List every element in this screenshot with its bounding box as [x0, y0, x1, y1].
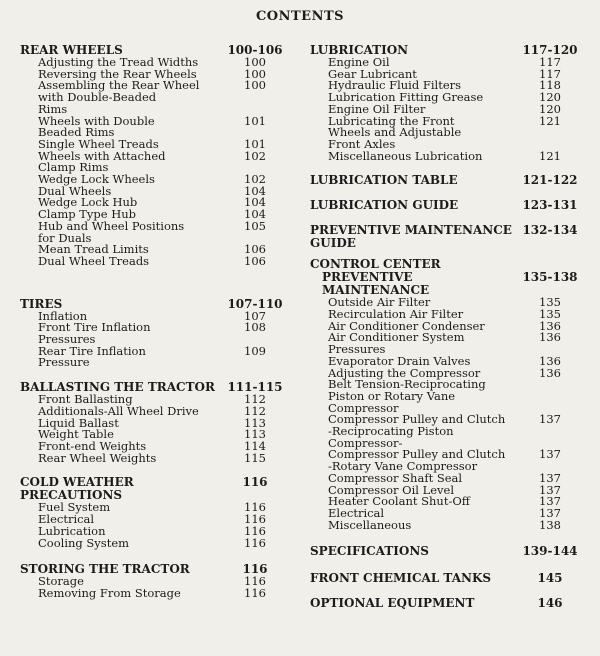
entry-label: Storage — [38, 574, 84, 589]
toc-entry — [310, 271, 580, 297]
entry-label: Electrical — [328, 505, 385, 520]
entry-label: Liquid Ballast — [38, 415, 119, 430]
section-heading — [310, 199, 580, 212]
entry-page: 112 — [244, 403, 266, 418]
entry-page: 116 — [244, 535, 266, 550]
section-pages: 121-122 — [522, 173, 578, 188]
entry-page: 114 — [244, 438, 266, 453]
section-pages: 111-115 — [227, 380, 283, 395]
entry-label: Rear Tire Inflation Pressure — [38, 343, 146, 370]
entry-page: 137 — [539, 482, 561, 497]
section-pages: 146 — [537, 596, 563, 611]
toc-section — [310, 44, 580, 162]
entry-label: Wedge Lock Wheels — [38, 172, 155, 187]
entry-label: Heater Coolant Shut-Off — [328, 494, 470, 509]
toc-section — [310, 224, 580, 250]
entry-label: Electrical — [38, 512, 95, 527]
toc-entry — [20, 343, 285, 370]
toc-entry — [20, 322, 285, 345]
section-pages: 116 — [242, 475, 268, 490]
entry-page: 113 — [244, 427, 266, 442]
section-title: PREVENTIVE MAINTENANCE GUIDE — [310, 223, 512, 251]
entry-page: 116 — [244, 585, 266, 600]
entry-label: Engine Oil — [328, 55, 390, 69]
toc-entry — [20, 113, 285, 140]
entry-label: Miscellaneous Lubrication — [328, 148, 483, 163]
section-title: REAR WHEELS — [20, 43, 123, 57]
entry-page: 117 — [539, 66, 561, 81]
entry-page: 136 — [539, 365, 561, 380]
entry-page: 105 — [244, 218, 266, 233]
entry-label: Wheels with Attached Clamp Rims — [38, 148, 166, 175]
entry-page: 137 — [539, 494, 561, 509]
entry-label: Air Conditioner Condenser — [328, 318, 485, 333]
entry-label: Gear Lubricant — [328, 66, 417, 81]
entry-page: 135 — [539, 307, 561, 322]
entry-page: 106 — [244, 253, 266, 268]
entry-label: Compressor Oil Level — [328, 482, 455, 497]
entry-label: Evaporator Drain Valves — [328, 353, 471, 368]
entry-label: Inflation — [38, 308, 88, 323]
entry-page: 100 — [244, 66, 266, 81]
toc-entry — [20, 535, 285, 550]
toc-entry — [310, 449, 580, 472]
section-title: LUBRICATION TABLE — [310, 173, 458, 188]
entry-page: 135-138 — [522, 270, 578, 285]
entry-page: 102 — [244, 172, 266, 187]
section-pages: 116 — [242, 562, 268, 577]
toc-entry — [310, 365, 580, 415]
toc-section — [20, 476, 285, 549]
entry-page: 107 — [244, 308, 266, 323]
entry-page: 112 — [244, 392, 266, 407]
section-title: COLD WEATHER PRECAUTIONS — [20, 475, 134, 503]
entry-label: Lubrication Fitting Grease — [328, 90, 484, 105]
entry-label: Dual Wheel Treads — [38, 253, 150, 268]
section-heading — [310, 572, 580, 585]
entry-page: 115 — [244, 450, 266, 465]
section-title: OPTIONAL EQUIPMENT — [310, 596, 475, 611]
entry-label: Reversing the Rear Wheels — [38, 66, 197, 81]
entry-label: Recirculation Air Filter — [328, 307, 464, 322]
entry-page: 121 — [539, 113, 561, 128]
entry-label: Compressor Pulley and Clutch -Rotary Vane Compressor — [328, 447, 506, 474]
entry-page: 118 — [539, 78, 561, 93]
entry-page: 121 — [539, 148, 561, 163]
section-pages: 139-144 — [522, 544, 578, 559]
entry-page: 116 — [244, 512, 266, 527]
toc-entry — [20, 253, 285, 268]
toc-section — [20, 563, 285, 599]
section-pages: 100-106 — [227, 43, 283, 57]
entry-page: 136 — [539, 330, 561, 345]
toc-entry — [310, 414, 580, 449]
entry-label: Miscellaneous — [328, 517, 412, 532]
entry-page: 120 — [539, 101, 561, 116]
section-heading — [310, 224, 580, 250]
entry-page: 137 — [539, 505, 561, 520]
entry-label: Mean Tread Limits — [38, 242, 149, 257]
entry-label: Wedge Lock Hub — [38, 195, 138, 210]
entry-label: Additionals-All Wheel Drive — [38, 403, 199, 418]
toc-section — [310, 572, 580, 585]
section-heading — [20, 476, 285, 502]
entry-label: Weight Table — [38, 427, 114, 442]
entry-label: Front-end Weights — [38, 438, 147, 453]
entry-label: Air Conditioner System Pressures — [328, 330, 465, 357]
entry-page: 116 — [244, 523, 266, 538]
section-title: LUBRICATION GUIDE — [310, 198, 459, 213]
toc-section — [20, 381, 285, 464]
entry-page: 137 — [539, 412, 561, 427]
entry-label: Cooling System — [38, 535, 130, 550]
toc-section — [310, 545, 580, 558]
page-title: CONTENTS — [255, 9, 345, 24]
section-heading — [310, 597, 580, 610]
entry-page: 117 — [539, 55, 561, 69]
entry-page: 104 — [244, 195, 266, 210]
entry-page: 109 — [244, 343, 266, 358]
entry-label: Front Tire Inflation Pressures — [38, 320, 151, 347]
entry-label: Hydraulic Fluid Filters — [328, 78, 462, 93]
toc-section — [310, 174, 580, 187]
entry-label: Assembling the Rear Wheel with Double-Beaded Rims — [38, 78, 200, 116]
entry-label: Engine Oil Filter — [328, 101, 426, 116]
entry-label: Lubricating the Front Wheels and Adjustable Front Axles — [328, 113, 462, 151]
section-title: BALLASTING THE TRACTOR — [20, 380, 215, 395]
left-column — [20, 44, 285, 600]
entry-page: 136 — [539, 318, 561, 333]
section-title: LUBRICATION — [310, 43, 409, 57]
section-title: STORING THE TRACTOR — [20, 562, 190, 577]
entry-label: Hub and Wheel Positions for Duals — [38, 218, 185, 245]
section-title: CONTROL CENTER — [310, 257, 441, 272]
entry-label: Compressor Pulley and Clutch -Reciprocating Piston Compressor- — [328, 412, 506, 450]
entry-page: 137 — [539, 470, 561, 485]
toc-section — [310, 199, 580, 212]
section-pages: 145 — [537, 571, 563, 586]
section-heading — [310, 545, 580, 558]
right-column — [310, 44, 580, 610]
section-heading — [310, 174, 580, 187]
entry-page: 104 — [244, 207, 266, 222]
entry-label: Rear Wheel Weights — [38, 450, 157, 465]
entry-label: Single Wheel Treads — [38, 136, 159, 151]
entry-label: Clamp Type Hub — [38, 207, 137, 222]
entry-page: 100 — [244, 55, 266, 69]
entry-label: Wheels with Double Beaded Rims — [38, 113, 155, 140]
toc-section — [20, 298, 285, 370]
section-title: TIRES — [20, 296, 63, 311]
entry-label: Removing From Storage — [38, 585, 181, 600]
toc-entry — [20, 80, 285, 115]
entry-label: Compressor Shaft Seal — [328, 470, 463, 485]
section-pages: 117-120 — [522, 43, 578, 57]
entry-page: 106 — [244, 242, 266, 257]
section-pages: 123-131 — [522, 198, 578, 213]
entry-label: Front Ballasting — [38, 392, 133, 407]
entry-page: 100 — [244, 78, 266, 93]
entry-page: 104 — [244, 183, 266, 198]
toc-entry — [310, 517, 580, 532]
section-title: FRONT CHEMICAL TANKS — [310, 571, 492, 586]
entry-page: 113 — [244, 415, 266, 430]
entry-page: 101 — [244, 136, 266, 151]
toc-entry — [20, 585, 285, 600]
entry-page: 120 — [539, 90, 561, 105]
entry-label: PREVENTIVE MAINTENANCE — [322, 270, 430, 298]
entry-page: 135 — [539, 295, 561, 310]
entry-page: 116 — [244, 574, 266, 589]
entry-page: 102 — [244, 148, 266, 163]
toc-entry — [20, 450, 285, 465]
toc-section — [310, 258, 580, 531]
entry-page: 138 — [539, 517, 561, 532]
entry-label: Adjusting the Tread Widths — [38, 55, 199, 69]
toc-entry — [310, 113, 580, 151]
entry-label: Adjusting the Compressor Belt Tension-Reciprocating Piston or Rotary Vane Compressor — [328, 365, 486, 415]
toc-section — [310, 597, 580, 610]
entry-label: Dual Wheels — [38, 183, 112, 198]
entry-label: Outside Air Filter — [328, 295, 431, 310]
toc-entry — [310, 148, 580, 163]
section-title: SPECIFICATIONS — [310, 544, 429, 559]
toc-entry — [20, 148, 285, 175]
entry-label: Fuel System — [38, 500, 111, 515]
entry-page: 108 — [244, 320, 266, 335]
entry-page: 116 — [244, 500, 266, 515]
entry-label: Lubrication — [38, 523, 106, 538]
toc-section — [20, 44, 285, 268]
toc-entry — [310, 332, 580, 355]
entry-page: 137 — [539, 447, 561, 462]
section-pages: 107-110 — [227, 296, 283, 311]
toc-entry — [20, 218, 285, 245]
entry-page: 101 — [244, 113, 266, 128]
entry-page: 136 — [539, 353, 561, 368]
section-pages: 132-134 — [522, 223, 578, 238]
